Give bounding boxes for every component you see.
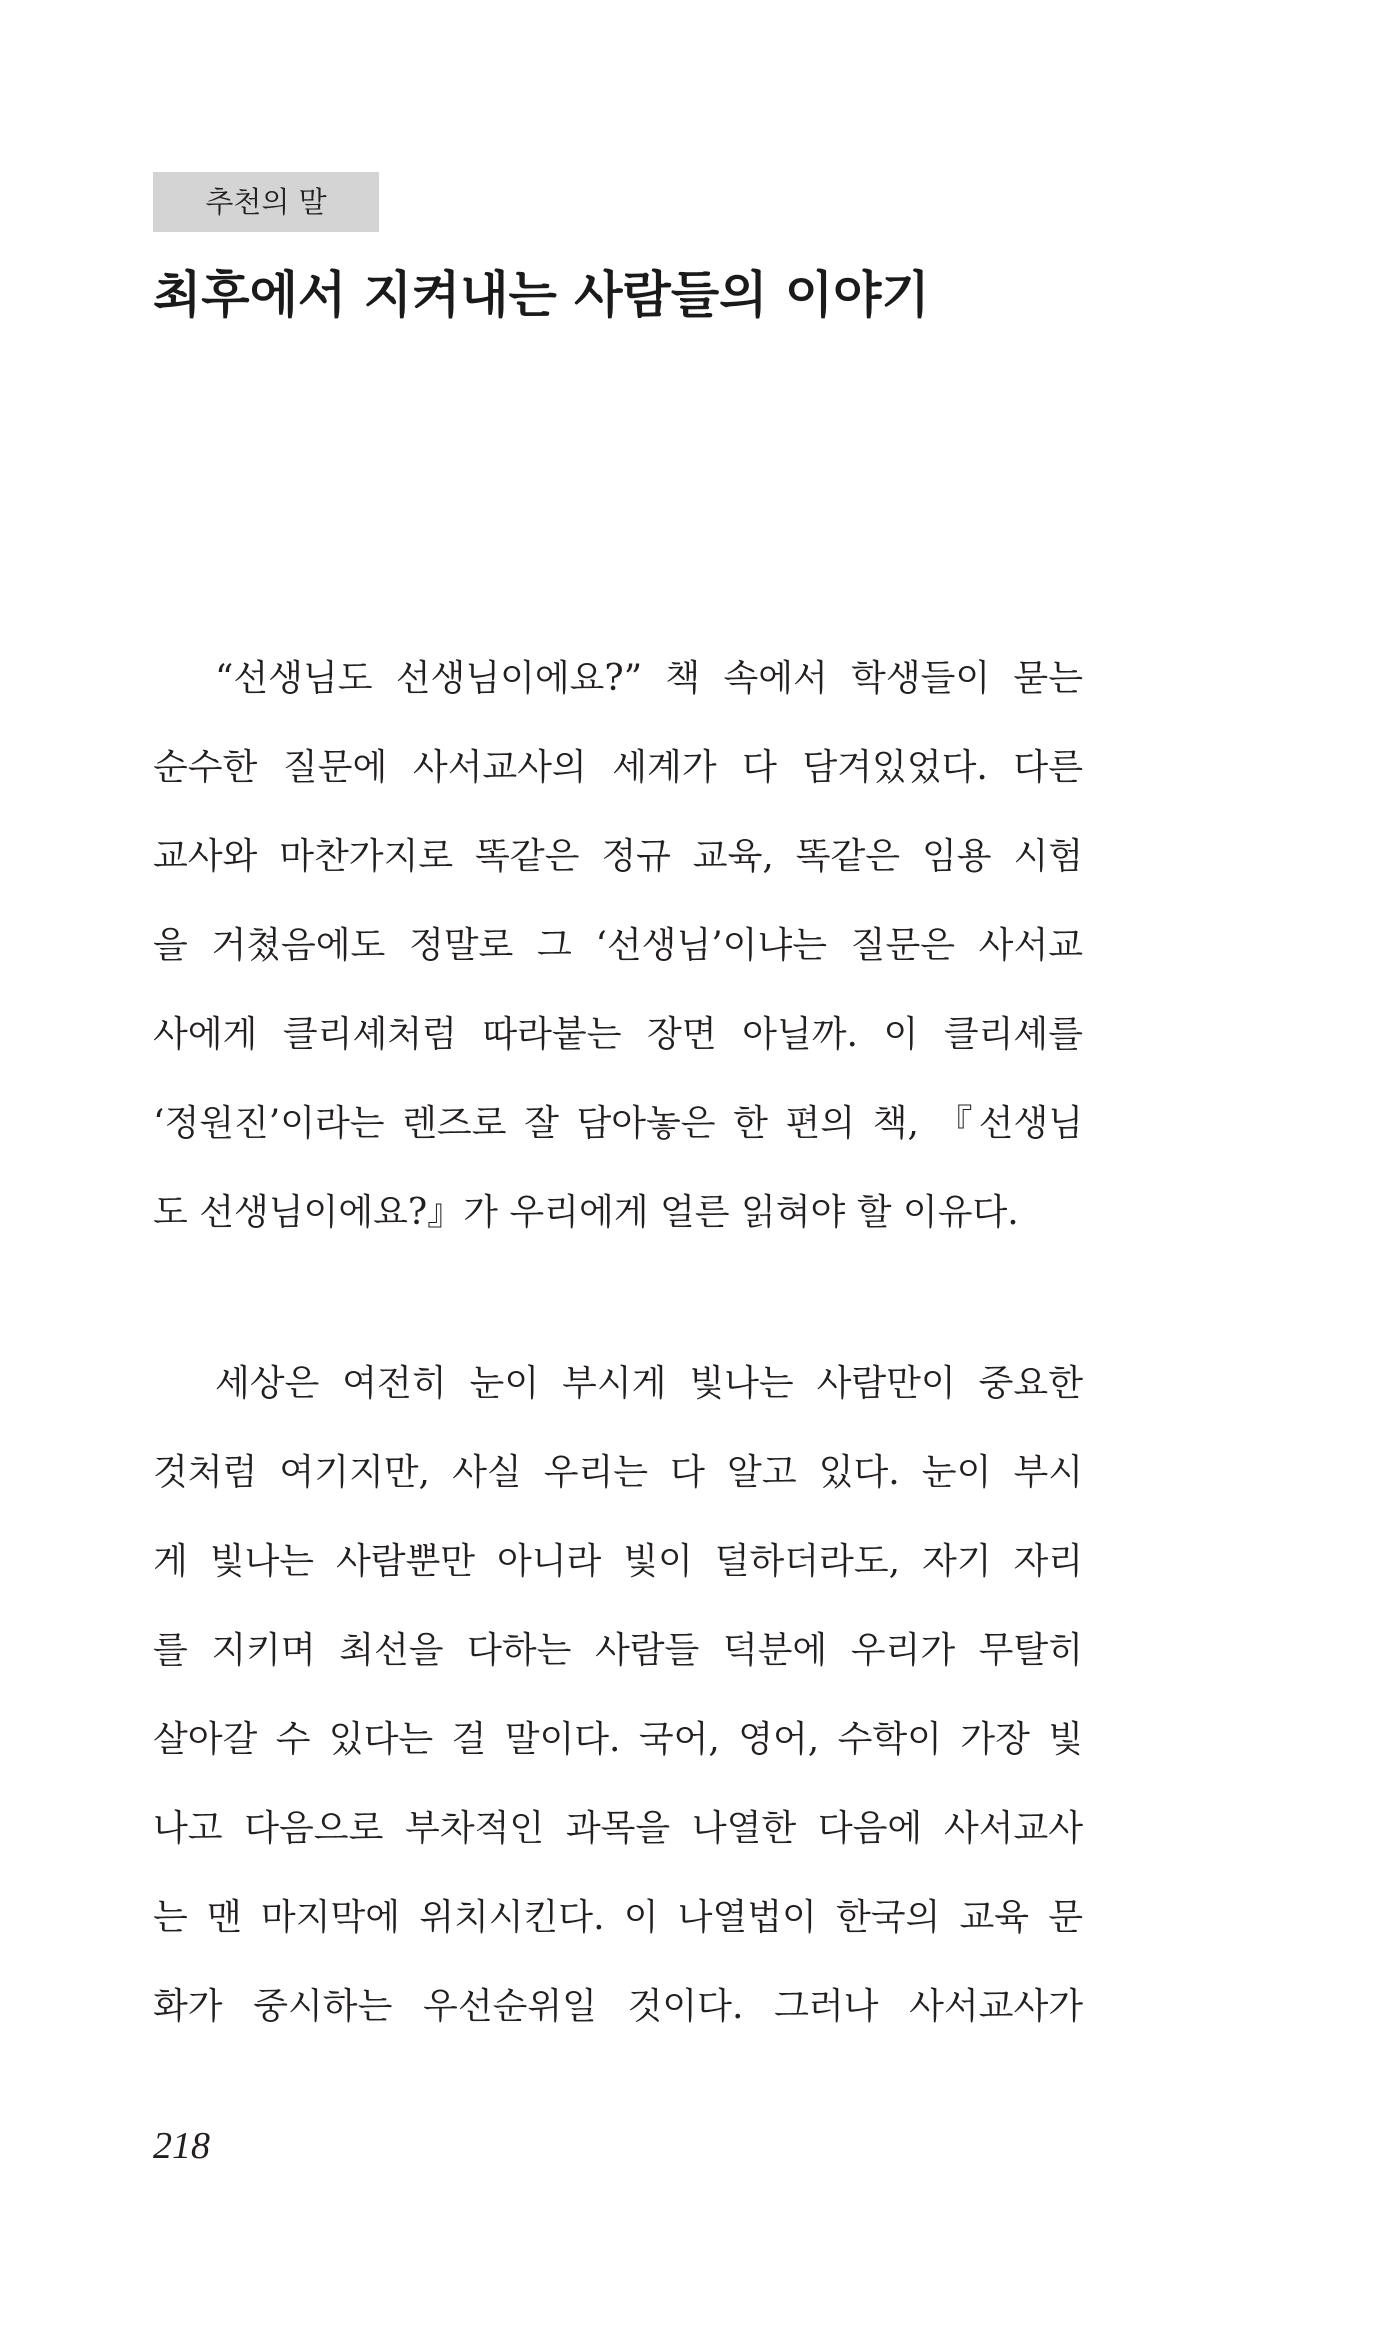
text-line: ‘정원진’이라는 렌즈로 잘 담아놓은 한 편의 책, 『선생님 xyxy=(153,1103,1083,1144)
text-line: 교사와 마찬가지로 똑같은 정규 교육, 똑같은 임용 시험 xyxy=(153,836,1083,877)
text-line: 를 지키며 최선을 다하는 사람들 덕분에 우리가 무탈히 xyxy=(153,1630,1083,1671)
text-line: 것처럼 여기지만, 사실 우리는 다 알고 있다. 눈이 부시 xyxy=(153,1452,1083,1493)
text-line: 게 빛나는 사람뿐만 아니라 빛이 덜하더라도, 자기 자리 xyxy=(153,1541,1083,1582)
page-number: 218 xyxy=(153,2125,210,2167)
text-line: 화가 중시하는 우선순위일 것이다. 그러나 사서교사가 xyxy=(153,1986,1083,2027)
text-line: 사에게 클리셰처럼 따라붙는 장면 아닐까. 이 클리셰를 xyxy=(153,1014,1083,1055)
chapter-title: 최후에서 지켜내는 사람들의 이야기 xyxy=(153,266,930,324)
text-line: “선생님도 선생님이에요?” 책 속에서 학생들이 묻는 xyxy=(215,658,1083,699)
paragraph-1 xyxy=(153,634,1083,1257)
text-line: 도 선생님이에요?』가 우리에게 얼른 읽혀야 할 이유다. xyxy=(153,1192,1019,1233)
text-line: 을 거쳤음에도 정말로 그 ‘선생님’이냐는 질문은 사서교 xyxy=(153,925,1083,966)
paragraph-2 xyxy=(153,1339,1083,2051)
text-line: 순수한 질문에 사서교사의 세계가 다 담겨있었다. 다른 xyxy=(153,747,1083,788)
text-line: 나고 다음으로 부차적인 과목을 나열한 다음에 사서교사 xyxy=(153,1808,1083,1849)
text-line: 세상은 여전히 눈이 부시게 빛나는 사람만이 중요한 xyxy=(215,1363,1083,1404)
text-line: 살아갈 수 있다는 걸 말이다. 국어, 영어, 수학이 가장 빛 xyxy=(153,1719,1083,1760)
section-label: 추천의 말 xyxy=(153,172,379,232)
text-line: 는 맨 마지막에 위치시킨다. 이 나열법이 한국의 교육 문 xyxy=(153,1897,1083,1938)
